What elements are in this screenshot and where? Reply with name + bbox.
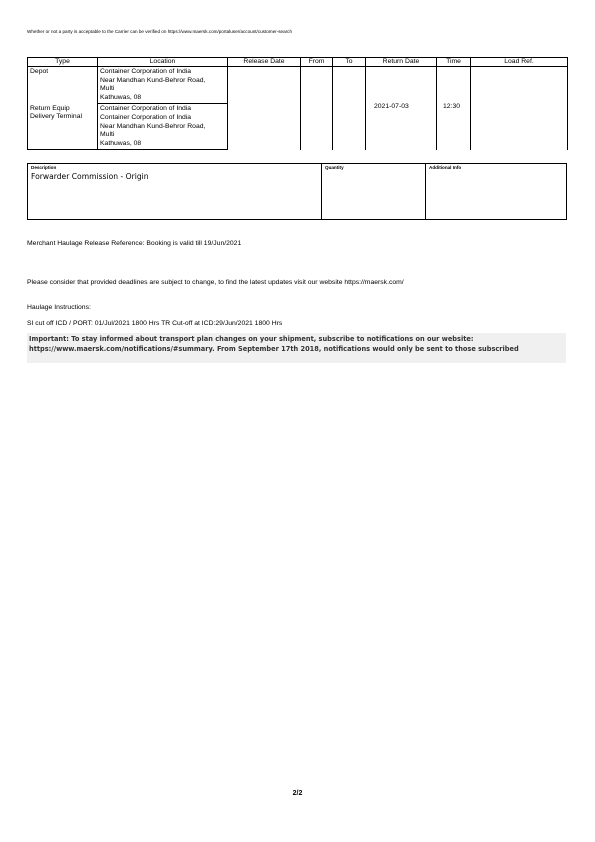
location-line: Multi: [100, 85, 115, 93]
haulage-instructions-label: Haulage Instructions:: [27, 304, 91, 311]
cell-location: [98, 67, 228, 104]
header-location: Location: [98, 58, 228, 67]
header-return-date: Return Date: [366, 58, 437, 67]
cell-type: Return Equip Delivery Terminal: [28, 104, 98, 150]
header-from: From: [301, 58, 333, 67]
merchant-haulage-reference: Merchant Haulage Release Reference: Booking is valid till 19/Jun/2021: [27, 240, 242, 247]
additional-info-cell: [426, 164, 566, 219]
location-line: Near Mandhan Kund-Behror Road,: [100, 76, 206, 84]
header-release-date: Release Date: [228, 58, 301, 67]
cell-location: [98, 104, 228, 150]
location-line: Kathuwas, 08: [100, 139, 142, 147]
page-number: 2/2: [292, 790, 303, 797]
cell-to: [333, 67, 366, 150]
header-to: To: [333, 58, 366, 67]
cell-load-ref: [471, 67, 568, 150]
header-type: Type: [28, 58, 98, 67]
location-line: Near Mandhan Kund-Behror Road,: [100, 122, 206, 130]
description-value: Forwarder Commission - Origin: [31, 172, 149, 181]
schedule-table: [27, 57, 568, 150]
cell-release-date: [228, 67, 301, 150]
quantity-heading: Quantity: [325, 165, 344, 170]
important-notice: Important: To stay informed about transport plan changes on your shipment, subscribe to notifications on our website: https://www.maersk.com/notifications/#summary. From September 17th 2018, notifications would only be sent to those subscribed: [27, 333, 566, 363]
cargo-description-box: [27, 163, 567, 220]
location-line: Container Corporation of India: [100, 113, 192, 121]
return-date-value: 2021-07-03: [374, 103, 409, 110]
description-heading: Description: [31, 165, 57, 170]
location-line: Kathuwas, 08: [100, 93, 142, 101]
time-value: 12:30: [443, 103, 461, 110]
location-line: Container Corporation of India: [100, 68, 192, 75]
cell-time: [437, 67, 471, 150]
location-line: Container Corporation of India: [100, 105, 192, 113]
header-time: Time: [437, 58, 471, 67]
schedule-header-row: [28, 58, 568, 67]
cell-type: Depot: [28, 67, 98, 104]
haulage-instructions-text: SI cut off ICD / PORT: 01/Jul/2021 1800 Hrs TR Cut-off at ICD:29/Jun/2021 1800 Hrs: [27, 320, 283, 327]
header-load-ref: Load Ref.: [471, 58, 568, 67]
table-row: [28, 67, 568, 104]
location-line: Multi: [100, 131, 115, 139]
quantity-cell: [322, 164, 426, 219]
cell-from: [301, 67, 333, 150]
deadlines-note: Please consider that provided deadlines are subject to change, to find the latest updates visit our website https://maersk.com/: [27, 279, 404, 286]
description-cell: [28, 164, 322, 219]
additional-info-heading: Additional Info: [429, 165, 462, 170]
cell-return-date: [366, 67, 437, 150]
verification-note: Whether or not a party is acceptable to the Carrier can be verified on https://www.maersk.com/portaluser/account/customer-search: [27, 29, 293, 34]
